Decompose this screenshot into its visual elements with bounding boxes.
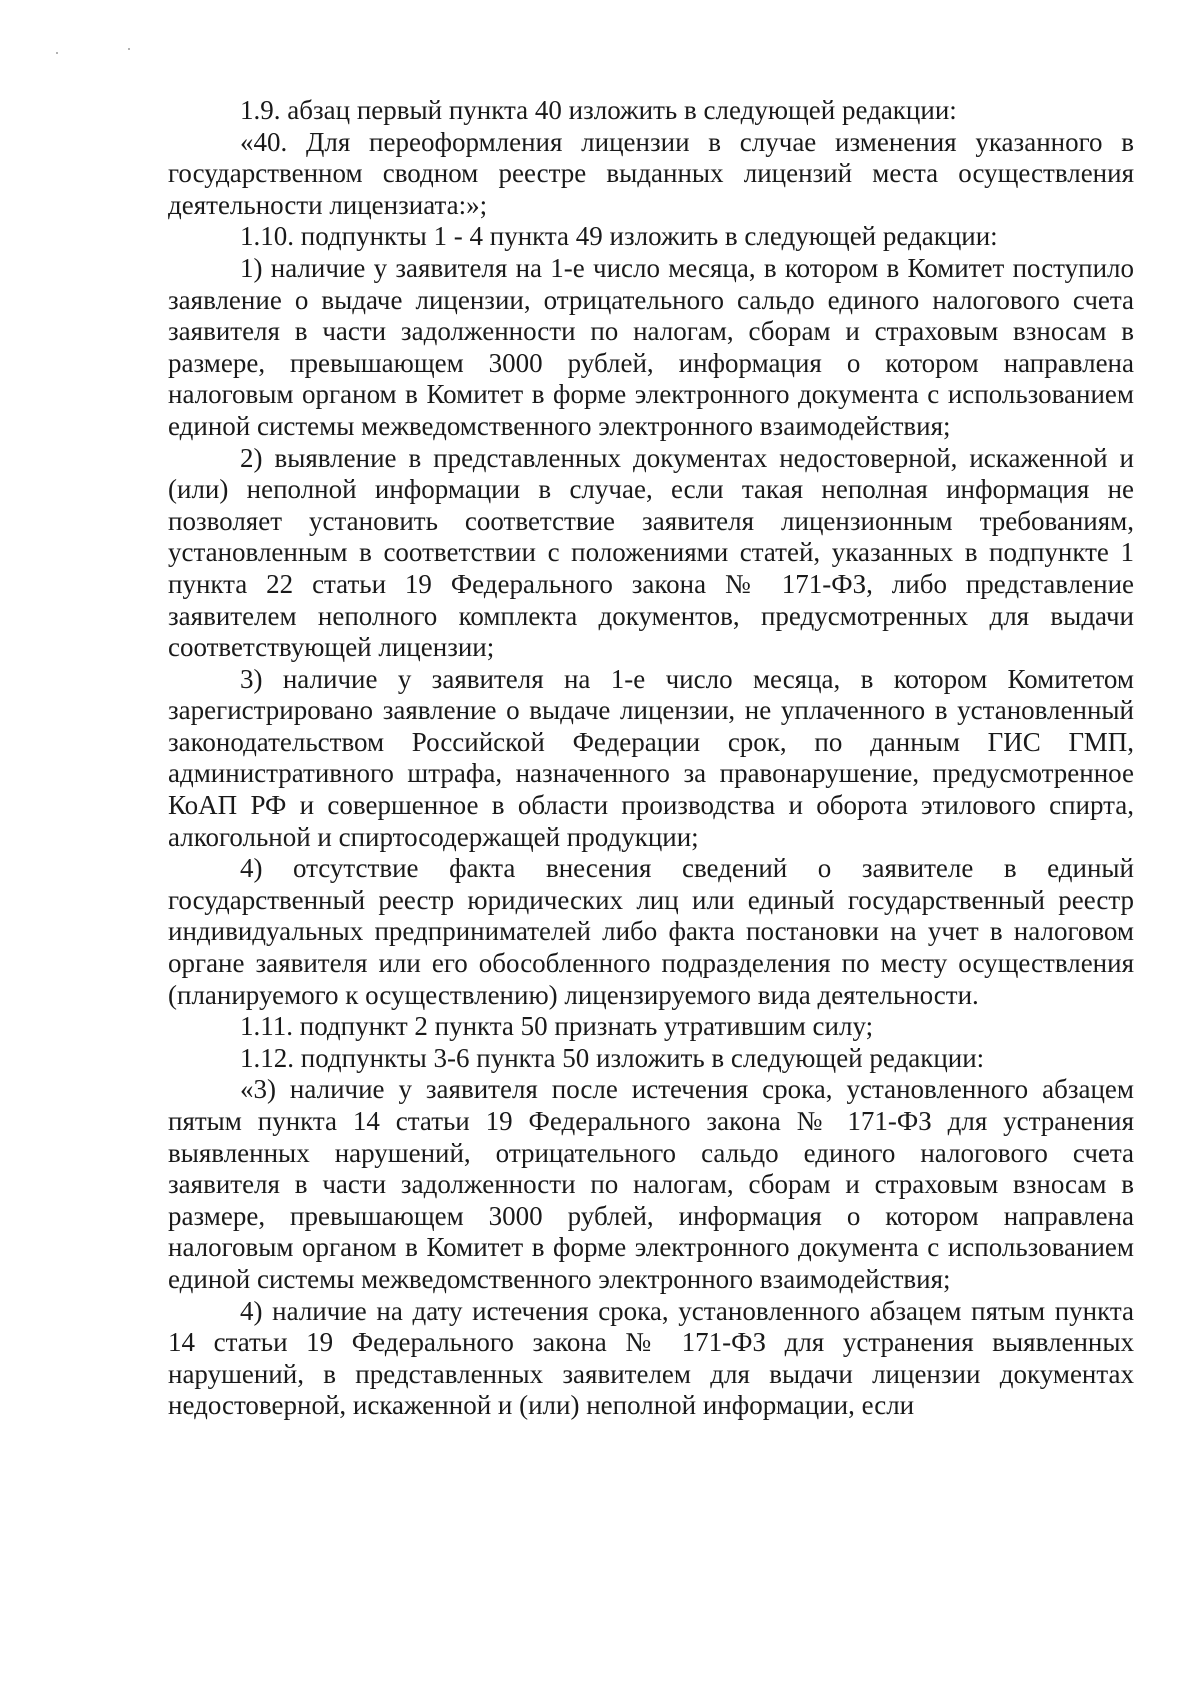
paragraph-1-12: 1.12. подпункты 3-6 пункта 50 изложить в следующей редакции: (240, 1042, 985, 1073)
paragraph-subitem-2: 2) выявление в представленных документах недостоверной, искаженной и (или) неполной информации в случае, если такая неполная информация не позволяет установить соответствие заявителя лицензионным требованиям, установленным в соответствии с положениями статей, указанных в подпункте 1 пункта 22 статьи 19 Федерального закона № 171-ФЗ, либо представление заявителем неполного комплекта документов, предусмотренных для выдачи соответствующей лицензии; (168, 442, 1134, 663)
scan-speck (128, 48, 130, 50)
paragraph-1-11: 1.11. подпункт 2 пункта 50 признать утратившим силу; (240, 1011, 874, 1042)
paragraph-40-text: «40. Для переоформления лицензии в случае изменения указанного в государственном сводном реестре выданных лицензий места осуществления деятельности лицензиата:»; (168, 126, 1134, 220)
scan-speck (56, 52, 58, 54)
paragraph-1-9: 1.9. абзац первый пункта 40 изложить в следующей редакции: (240, 95, 957, 125)
paragraph-1-10: 1.10. подпункты 1 - 4 пункта 49 изложить в следующей редакции: (240, 221, 998, 252)
paragraph-new-subitem-3: «3) наличие у заявителя после истечения срока, установленного абзацем пятым пункта 14 статьи 19 Федерального закона № 171-ФЗ для устранения выявленных нарушений, отрицательного сальдо единого налогового счета заявителя в части задолженности по налогам, сборам и страховым взносам в размере, превышающем 3000 рублей, информация о котором направлена налоговым органом в Комитет в форме электронного документа с использованием единой системы межведомственного электронного взаимодействия; (168, 1074, 1134, 1294)
paragraph-subitem-3: 3) наличие у заявителя на 1-е число месяца, в котором Комитетом зарегистрировано заявление о выдаче лицензии, не уплаченного в установленный законодательством Российской Федерации срок, по данным ГИС ГМП, административного штрафа, назначенного за правонарушение, предусмотренное КоАП РФ и совершенное в области производства и оборота этилового спирта, алкогольной и спиртосодержащей продукции; (168, 663, 1134, 852)
document-body (168, 95, 1134, 1422)
paragraph-new-subitem-4: 4) наличие на дату истечения срока, установленного абзацем пятым пункта 14 статьи 19 Федерального закона № 171-ФЗ для устранения выявленных нарушений, в представленных заявителем для выдачи лицензии документах недостоверной, искаженной и (или) неполной информации, если (168, 1295, 1134, 1421)
paragraph-subitem-1: 1) наличие у заявителя на 1-е число месяца, в котором в Комитет поступило заявление о выдаче лицензии, отрицательного сальдо единого налогового счета заявителя в части задолженности по налогам, сборам и страховым взносам в размере, превышающем 3000 рублей, информация о котором направлена налоговым органом в Комитет в форме электронного документа с использованием единой системы межведомственного электронного взаимодействия; (168, 252, 1134, 441)
paragraph-subitem-4: 4) отсутствие факта внесения сведений о заявителе в единый государственный реестр юридических лиц или единый государственный реестр индивидуальных предпринимателей либо факта постановки на учет в налоговом органе заявителя или его обособленного подразделения по месту осуществления (планируемого к осуществлению) лицензируемого вида деятельности. (168, 853, 1134, 1010)
